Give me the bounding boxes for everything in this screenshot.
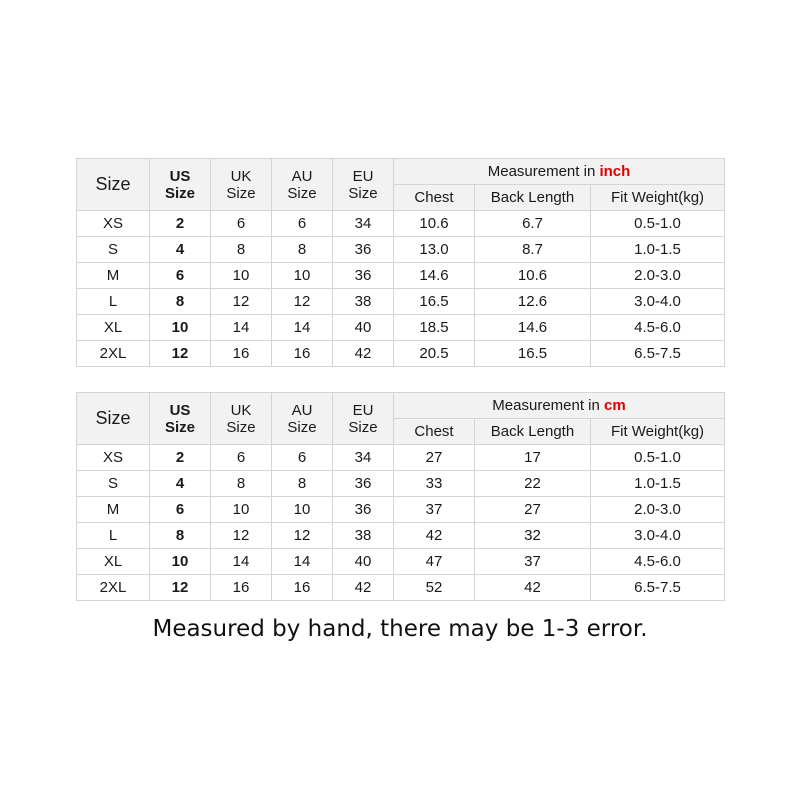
table-row (77, 471, 725, 497)
uk-size-header: UK Size (211, 393, 272, 445)
size-cell: XS (77, 211, 150, 237)
uk-size-cell: 10 (211, 263, 272, 289)
chest-cell: 20.5 (394, 341, 475, 367)
back-length-cell: 17 (475, 445, 591, 471)
uk-size-cell: 14 (211, 549, 272, 575)
chest-header: Chest (394, 185, 475, 211)
us-size-cell: 6 (150, 497, 211, 523)
table-body (77, 211, 725, 367)
eu-size-cell: 42 (333, 575, 394, 601)
eu-size-cell: 40 (333, 315, 394, 341)
size-table-cm (76, 392, 725, 601)
au-size-cell: 10 (272, 263, 333, 289)
measurement-header: Measurement in cm (394, 393, 725, 419)
au-size-header: AU Size (272, 393, 333, 445)
table-row (77, 289, 725, 315)
us-size-cell: 6 (150, 263, 211, 289)
chest-cell: 37 (394, 497, 475, 523)
measurement-footnote: Measured by hand, there may be 1-3 error. (152, 616, 648, 642)
fit-weight-cell: 0.5-1.0 (591, 211, 725, 237)
chest-cell: 13.0 (394, 237, 475, 263)
us-size-cell: 2 (150, 445, 211, 471)
uk-size-cell: 8 (211, 471, 272, 497)
chest-cell: 33 (394, 471, 475, 497)
table-row (77, 497, 725, 523)
back-length-cell: 22 (475, 471, 591, 497)
fit-weight-cell: 4.5-6.0 (591, 549, 725, 575)
eu-size-cell: 34 (333, 211, 394, 237)
unit-label: cm (604, 397, 626, 414)
unit-label: inch (599, 163, 631, 180)
back-length-cell: 10.6 (475, 263, 591, 289)
uk-size-cell: 8 (211, 237, 272, 263)
fit-weight-header: Fit Weight(kg) (591, 185, 725, 211)
back-length-cell: 12.6 (475, 289, 591, 315)
eu-size-cell: 34 (333, 445, 394, 471)
eu-size-cell: 36 (333, 471, 394, 497)
back-length-cell: 37 (475, 549, 591, 575)
us-size-cell: 8 (150, 289, 211, 315)
uk-size-cell: 12 (211, 523, 272, 549)
uk-size-header: UK Size (211, 159, 272, 211)
size-header: Size (77, 393, 150, 445)
size-cell: S (77, 471, 150, 497)
uk-size-cell: 10 (211, 497, 272, 523)
back-length-cell: 16.5 (475, 341, 591, 367)
back-length-cell: 6.7 (475, 211, 591, 237)
chest-cell: 42 (394, 523, 475, 549)
chest-cell: 16.5 (394, 289, 475, 315)
size-cell: L (77, 289, 150, 315)
us-size-cell: 10 (150, 315, 211, 341)
chest-cell: 10.6 (394, 211, 475, 237)
size-cell: XL (77, 549, 150, 575)
size-header: Size (77, 159, 150, 211)
table-row (77, 575, 725, 601)
eu-size-cell: 36 (333, 237, 394, 263)
au-size-cell: 12 (272, 523, 333, 549)
au-size-cell: 6 (272, 211, 333, 237)
uk-size-cell: 14 (211, 315, 272, 341)
fit-weight-cell: 1.0-1.5 (591, 471, 725, 497)
us-size-header: US Size (150, 159, 211, 211)
fit-weight-header: Fit Weight(kg) (591, 419, 725, 445)
table-row (77, 549, 725, 575)
au-size-cell: 12 (272, 289, 333, 315)
au-size-cell: 16 (272, 575, 333, 601)
au-size-cell: 14 (272, 315, 333, 341)
fit-weight-cell: 0.5-1.0 (591, 445, 725, 471)
size-cell: 2XL (77, 575, 150, 601)
eu-size-header: EU Size (333, 393, 394, 445)
chest-cell: 52 (394, 575, 475, 601)
table-body (77, 445, 725, 601)
back-length-cell: 8.7 (475, 237, 591, 263)
au-size-header: AU Size (272, 159, 333, 211)
chest-cell: 47 (394, 549, 475, 575)
chest-cell: 18.5 (394, 315, 475, 341)
table-row (77, 523, 725, 549)
us-size-cell: 4 (150, 471, 211, 497)
eu-size-header: EU Size (333, 159, 394, 211)
au-size-cell: 6 (272, 445, 333, 471)
fit-weight-cell: 3.0-4.0 (591, 523, 725, 549)
us-size-cell: 12 (150, 575, 211, 601)
chest-header: Chest (394, 419, 475, 445)
back-length-cell: 27 (475, 497, 591, 523)
uk-size-cell: 16 (211, 575, 272, 601)
eu-size-cell: 42 (333, 341, 394, 367)
uk-size-cell: 12 (211, 289, 272, 315)
measurement-header: Measurement in inch (394, 159, 725, 185)
table-row (77, 237, 725, 263)
size-cell: 2XL (77, 341, 150, 367)
size-cell: L (77, 523, 150, 549)
us-size-header: US Size (150, 393, 211, 445)
fit-weight-cell: 1.0-1.5 (591, 237, 725, 263)
back-length-header: Back Length (475, 185, 591, 211)
fit-weight-cell: 3.0-4.0 (591, 289, 725, 315)
size-cell: XS (77, 445, 150, 471)
us-size-cell: 2 (150, 211, 211, 237)
table-row (77, 211, 725, 237)
eu-size-cell: 36 (333, 263, 394, 289)
chest-cell: 14.6 (394, 263, 475, 289)
back-length-cell: 42 (475, 575, 591, 601)
au-size-cell: 16 (272, 341, 333, 367)
back-length-cell: 14.6 (475, 315, 591, 341)
table-row (77, 315, 725, 341)
size-cell: S (77, 237, 150, 263)
au-size-cell: 10 (272, 497, 333, 523)
table-row (77, 263, 725, 289)
us-size-cell: 4 (150, 237, 211, 263)
eu-size-cell: 38 (333, 523, 394, 549)
table-row (77, 341, 725, 367)
us-size-cell: 12 (150, 341, 211, 367)
size-table-inch (76, 158, 725, 367)
au-size-cell: 14 (272, 549, 333, 575)
eu-size-cell: 36 (333, 497, 394, 523)
us-size-cell: 10 (150, 549, 211, 575)
fit-weight-cell: 4.5-6.0 (591, 315, 725, 341)
fit-weight-cell: 2.0-3.0 (591, 497, 725, 523)
eu-size-cell: 40 (333, 549, 394, 575)
back-length-cell: 32 (475, 523, 591, 549)
size-cell: XL (77, 315, 150, 341)
uk-size-cell: 6 (211, 211, 272, 237)
us-size-cell: 8 (150, 523, 211, 549)
fit-weight-cell: 2.0-3.0 (591, 263, 725, 289)
uk-size-cell: 6 (211, 445, 272, 471)
back-length-header: Back Length (475, 419, 591, 445)
uk-size-cell: 16 (211, 341, 272, 367)
fit-weight-cell: 6.5-7.5 (591, 575, 725, 601)
au-size-cell: 8 (272, 237, 333, 263)
table-row (77, 445, 725, 471)
size-cell: M (77, 263, 150, 289)
size-cell: M (77, 497, 150, 523)
chest-cell: 27 (394, 445, 475, 471)
au-size-cell: 8 (272, 471, 333, 497)
eu-size-cell: 38 (333, 289, 394, 315)
fit-weight-cell: 6.5-7.5 (591, 341, 725, 367)
